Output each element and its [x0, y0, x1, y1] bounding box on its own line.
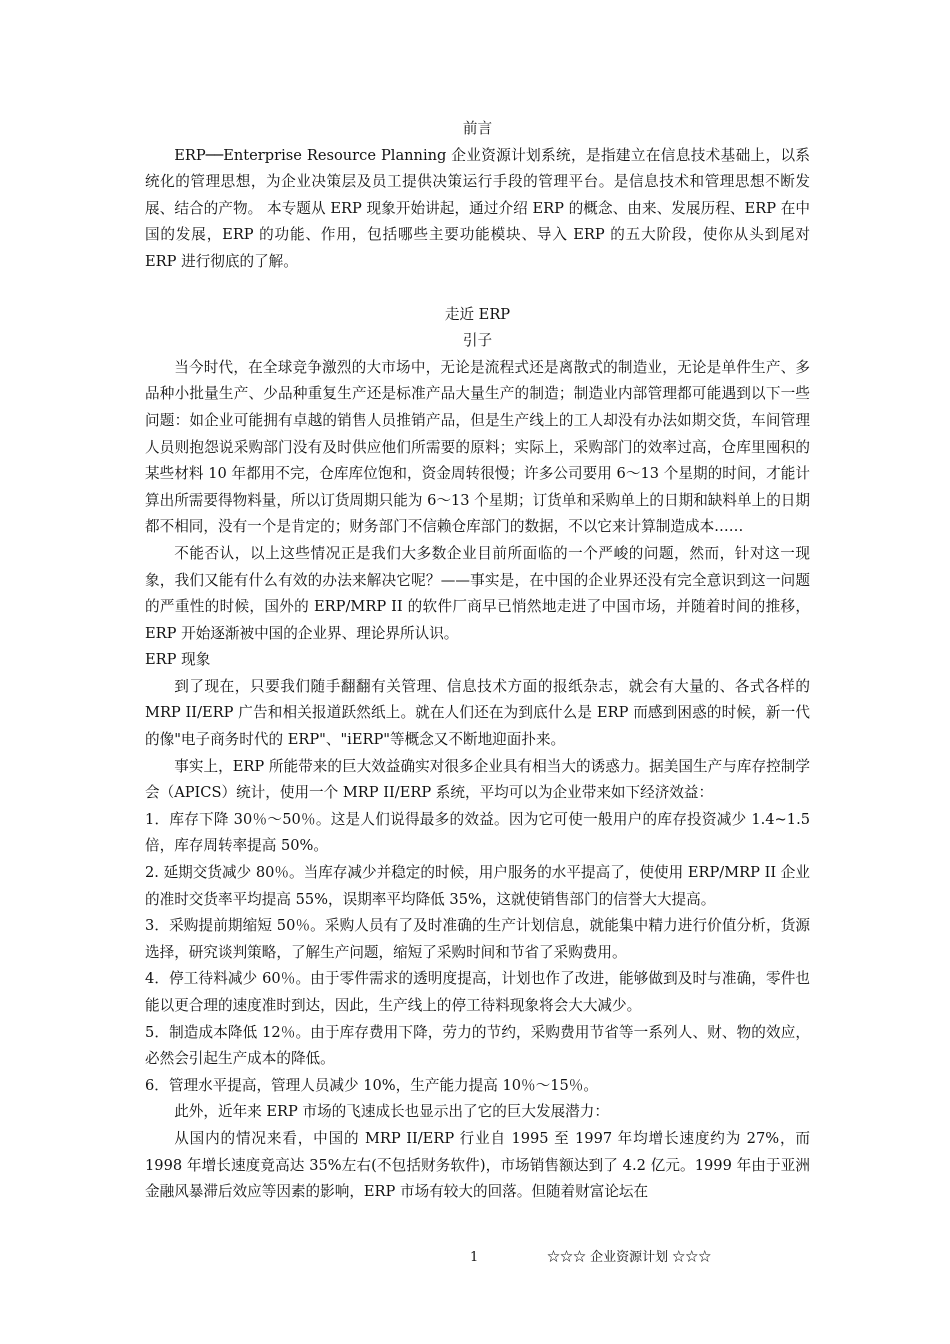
benefit-item: 6．管理水平提高，管理人员减少 10%，生产能力提高 10％～15％。	[145, 1076, 598, 1094]
benefit-item: 1．库存下降 30％～50％。这是人们说得最多的效益。因为它可使一般用户的库存投资减少 1.4~1.5 倍，库存周转率提高 50%。	[145, 810, 810, 855]
section-paragraph-1: 到了现在，只要我们随手翻翻有关管理、信息技术方面的报纸杂志，就会有大量的、各式各样的 MRP II/ERP 广告和相关报道跃然纸上。就在人们还在为到底什么是 ERP 而感到困惑的时候，新一代的像"电子商务时代的 ERP"、"iERP"等概念又不断地迎面扑来。	[145, 677, 810, 749]
intro-paragraph: 当今时代，在全球竞争激烈的大市场中，无论是流程式还是离散式的制造业，无论是单件生产、多品种小批量生产、少品种重复生产还是标准产品大量生产的制造；制造业内部管理都可能遇到以下一些问题：如企业可能拥有卓越的销售人员推销产品，但是生产线上的工人却没有办法如期交货，车间管理人员则抱怨说采购部门没有及时供应他们所需要的原料；实际上，采购部门的效率过高，仓库里囤积的某些材料 10 年都用不完，仓库库位饱和，资金周转很慢；许多公司要用 6～13 个星期的时间，才能计算出所需要得物料量，所以订货周期只能为 6～13 个星期；订货单和采购单上的日期和缺料单上的日期都不相同，没有一个是肯定的；财务部门不信赖仓库部门的数据，不以它来计算制造成本……	[145, 358, 810, 536]
benefit-item: 5．制造成本降低 12％。由于库存费用下降，劳力的节约，采购费用节省等一系列人、财、物的效应，必然会引起生产成本的降低。	[145, 1023, 810, 1068]
intro-paragraph-2: 不能否认，以上这些情况正是我们大多数企业目前所面临的一个严峻的问题，然而，针对这一现象，我们又能有什么有效的办法来解决它呢？——事实是，在中国的企业界还没有完全意识到这一问题的严重性的时候，国外的 ERP/MRP II 的软件厂商早已悄然地走进了中国市场，并随着时间的推移，ERP 开始逐渐被中国的企业界、理论界所认识。	[145, 544, 810, 642]
page-number: 1	[470, 1250, 479, 1265]
chapter-subtitle: 引子	[462, 332, 493, 350]
footer-title: ☆☆☆ 企业资源计划 ☆☆☆	[547, 1250, 712, 1265]
preface-paragraph: ERP──Enterprise Resource Planning 企业资源计划系统，是指建立在信息技术基础上，以系统化的管理思想，为企业决策层及员工提供决策运行手段的管理平台。是信息技术和管理思想不断发展、结合的产物。 本专题从 ERP 现象开始讲起，通过介绍 ERP 的概念、由来、发展历程、ERP 在中国的发展，ERP 的功能、作用，包括哪些主要功能模块、导入 ERP 的五大阶段，使你从头到尾对 ERP 进行彻底的了解。	[145, 146, 810, 270]
spacer	[145, 276, 810, 302]
market-paragraph: 此外，近年来 ERP 市场的飞速成长也显示出了它的巨大发展潜力：	[174, 1103, 609, 1121]
benefit-item: 4．停工待料减少 60％。由于零件需求的透明度提高，计划也作了改进，能够做到及时与准确，零件也能以更合理的速度准时到达，因此，生产线上的停工待料现象将会大大减少。	[145, 970, 810, 1014]
benefit-item: 3．采购提前期缩短 50％。采购人员有了及时准确的生产计划信息，就能集中精力进行价值分析，货源选择，研究谈判策略，了解生产问题，缩短了采购时间和节省了采购费用。	[145, 917, 810, 961]
preface-title: 前言	[462, 120, 493, 137]
market-paragraph-2: 从国内的情况来看，中国的 MRP II/ERP 行业自 1995 至 1997 年均增长速度约为 27%，而 1998 年增长速度竟高达 35%左右(不包括财务软件)，市场销售额达到了 4.2 亿元。1999 年由于亚洲金融风暴滞后效应等因素的影响，ERP 市场有较大的回落。但随着财富论坛在	[145, 1129, 810, 1201]
document-body	[145, 116, 810, 1206]
chapter-title: 走近 ERP	[444, 305, 511, 323]
section-title: ERP 现象	[145, 651, 211, 669]
section-paragraph-2: 事实上，ERP 所能带来的巨大效益确实对很多企业具有相当大的诱惑力。据美国生产与库存控制学会（APICS）统计，使用一个 MRP II/ERP 系统，平均可以为企业带来如下经济效益：	[145, 757, 810, 802]
benefit-item: 2. 延期交货减少 80％。当库存减少并稳定的时候，用户服务的水平提高了，使使用 ERP/MRP II 企业的准时交货率平均提高 55%，误期率平均降低 35%，这就使销售部门的信誉大大提高。	[145, 864, 810, 908]
